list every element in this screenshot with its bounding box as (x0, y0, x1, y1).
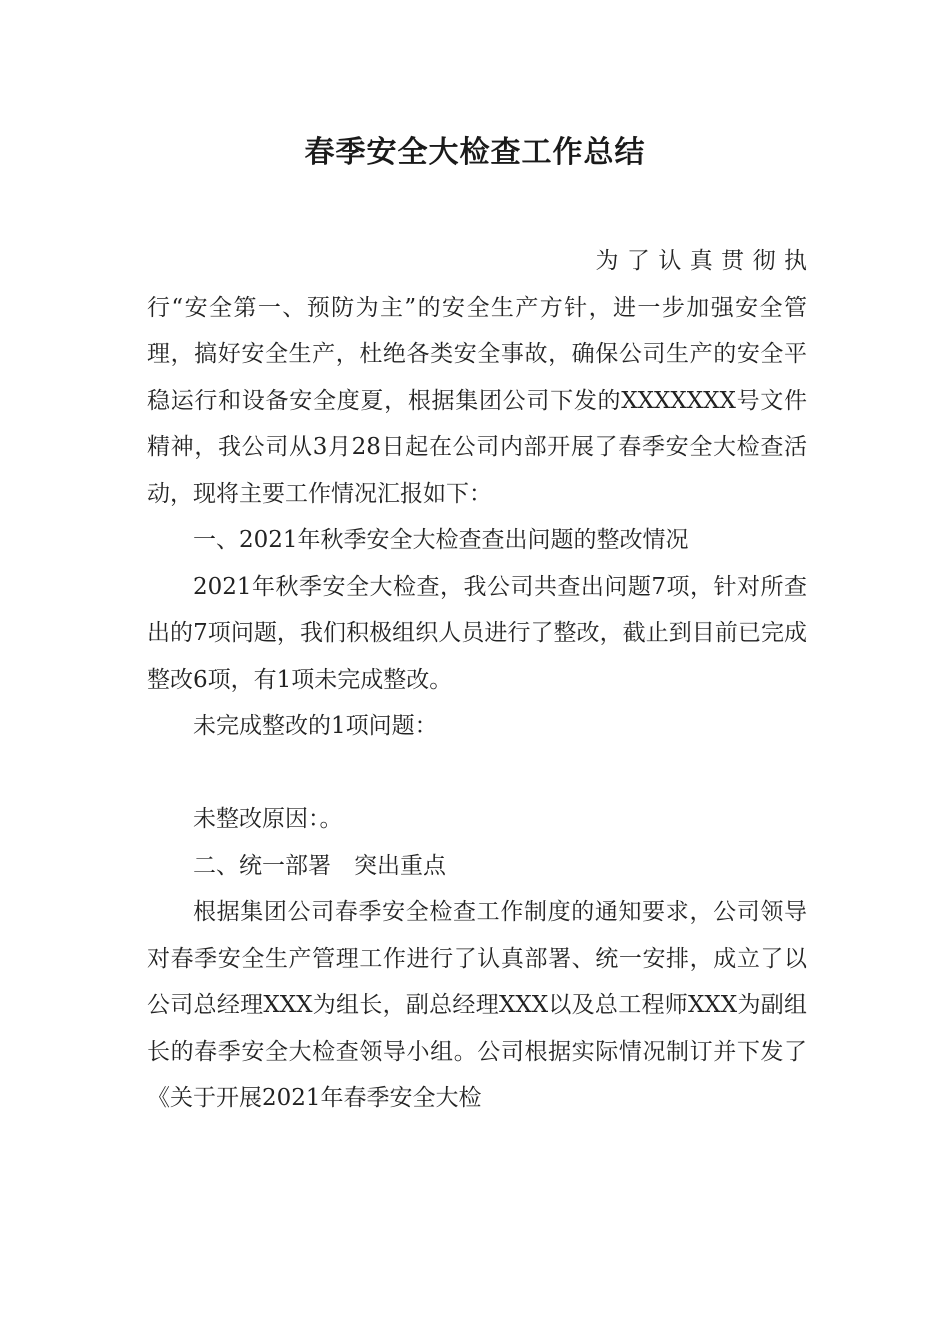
section-heading-2: 二、统一部署 突出重点 (193, 852, 446, 879)
document-title: 春季安全大检查工作总结 (304, 135, 646, 170)
deployment-paragraph: 根据集团公司春季安全检查工作制度的通知要求，公司领导对春季安全生产管理工作进行了认真部署、统一安排，成立了以公司总经理XXX为组长，副总经理XXX以及总工程师XXX为副组长的春季安全大检查领导小组。公司根据实际情况制订并下发了《关于开展2021年春季安全大检 (147, 899, 807, 1111)
unfinished-issue-label: 未完成整改的1项问题： (193, 713, 438, 739)
intro-paragraph: 为了认真贯彻执行“安全第一、预防为主”的安全生产方针，进一步加强安全管理，搞好安全生产，杜绝各类安全事故，确保公司生产的安全平稳运行和设备安全度夏，根据集团公司下发的XXXXXXX号文件精神，我公司从3月28日起在公司内部开展了春季安全大检查活动，现将主要工作情况汇报如下： (147, 248, 807, 507)
section-heading-1: 一、2021年秋季安全大检查查出问题的整改情况 (193, 527, 689, 553)
rectification-paragraph: 2021年秋季安全大检查，我公司共查出问题7项，针对所查出的7项问题，我们积极组织人员进行了整改，截止到目前已完成整改6项，有1项未完成整改。 (147, 573, 807, 693)
document-body (147, 238, 807, 1122)
unfinished-reason-label: 未整改原因：。 (193, 806, 343, 832)
